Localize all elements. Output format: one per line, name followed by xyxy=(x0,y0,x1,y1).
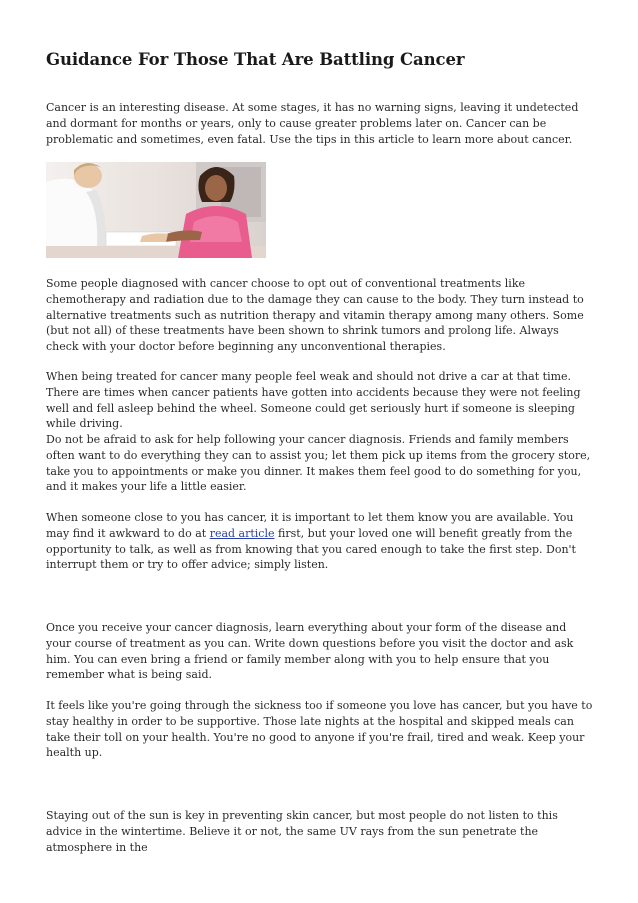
doctor-patient-consultation-icon xyxy=(46,162,266,258)
paragraph-let-them-know-text-end: first, but your loved one will benefit greatly from the opportunity to talk, as well as from knowing that you cared enough to take the first step. Don't interrupt them or try to offer advice; simply listen. xyxy=(46,526,576,572)
read-article-link[interactable]: read article xyxy=(209,526,275,540)
paragraph-sun-protection: Staying out of the sun is key in preventing skin cancer, but most people do not listen to this advice in the wintertime. Believe it or not, the same UV rays from the sun penetrate the atmosphere in the xyxy=(46,809,558,854)
page-title: Guidance For Those That Are Battling Cancer xyxy=(46,50,465,69)
doctor-patient-photo xyxy=(46,162,266,258)
paragraph-let-them-know-text-start: When someone close to you has cancer, it is important to let them know you are available. You may find it awkward to do at xyxy=(46,511,574,540)
paragraph-learn-diagnosis: Once you receive your cancer diagnosis, learn everything about your form of the disease and your course of treatment as you can. Write down questions before you visit the doctor and ask him. You can even bring a friend or family member along with you to help ensure that you remember what is being said. xyxy=(46,621,574,682)
paragraph-alternative-treatments: Some people diagnosed with cancer choose to opt out of conventional treatments like chemotherapy and radiation due to the damage they can cause to the body. They turn instead to alternative treatments such as nutrition therapy and vitamin therapy among many others. Some (but not all) of these treatments have been shown to shrink tumors and prolong life. Always check with your doctor before beginning any unconventional therapies. xyxy=(46,277,584,354)
paragraph-ask-for-help: Do not be afraid to ask for help following your cancer diagnosis. Friends and family members often want to do everything they can to assist you; let them pick up items from the grocery store, take you to appointments or make you dinner. It makes them feel good to do something for you, and it makes your life a little easier. xyxy=(46,433,591,494)
intro-paragraph: Cancer is an interesting disease. At some stages, it has no warning signs, leaving it undetected and dormant for months or years, only to cause greater problems later on. Cancer can be problematic and sometimes, even fatal. Use the tips in this article to learn more about cancer. xyxy=(46,101,579,146)
paragraph-driving: When being treated for cancer many people feel weak and should not drive a car at that time. There are times when cancer patients have gotten into accidents because they were not feeling well and fell asleep behind the wheel. Someone could get seriously hurt if someone is sleeping while driving. xyxy=(46,370,581,431)
paragraph-stay-healthy: It feels like you're going through the sickness too if someone you love has cancer, but you have to stay healthy in order to be supportive. Those late nights at the hospital and skipped meals can take their toll on your health. You're no good to anyone if you're frail, tired and weak. Keep your health up. xyxy=(46,699,593,760)
paragraph-let-them-know xyxy=(46,510,594,573)
